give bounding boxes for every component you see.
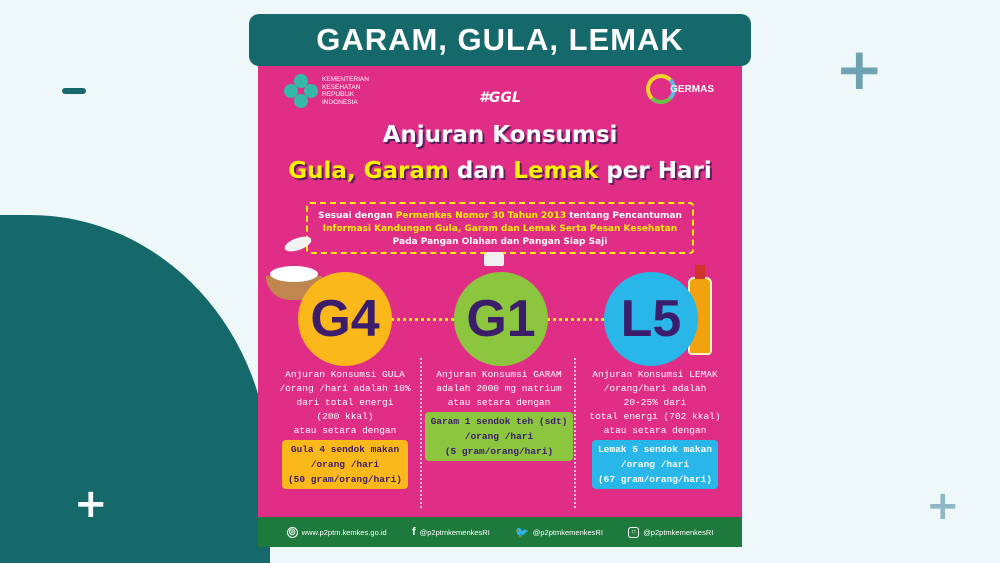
- salt-line: atau setara dengan: [447, 397, 551, 408]
- salt-amount-box: [425, 412, 574, 461]
- l5-circle: L5: [604, 272, 698, 366]
- fat-line: total energi (702 kkal): [589, 411, 721, 422]
- facebook-text: @p2ptmkemenkesRI: [419, 527, 490, 537]
- regulation-prefix: Sesuai dengan: [318, 211, 393, 221]
- fat-line: Anjuran Konsumsi LEMAK: [592, 369, 718, 380]
- decorative-blob: [0, 215, 270, 563]
- sugar-line: /orang /hari adalah 10%: [279, 383, 411, 394]
- plus-icon: +: [926, 483, 960, 529]
- g4-circle: G4: [298, 272, 392, 366]
- twitter-text: @p2ptmkemenkesRI: [532, 527, 603, 537]
- footer-facebook[interactable]: [412, 526, 490, 538]
- plus-icon: +: [74, 481, 108, 527]
- regulation-line2: Informasi Kandungan Gula, Garam dan Lemak Serta Pesan Kesehatan: [322, 224, 678, 234]
- regulation-highlight: Permenkes Nomor 30 Tahun 2013: [395, 211, 567, 221]
- footer-instagram[interactable]: [628, 527, 713, 538]
- fat-line: 20-25% dari: [623, 397, 687, 408]
- instagram-icon: ○: [628, 527, 639, 538]
- salt-shaker-icon: [484, 252, 504, 266]
- facebook-icon: f: [411, 526, 416, 538]
- footer-website[interactable]: [287, 527, 387, 538]
- fat-line: /orang/hari adalah: [603, 383, 707, 394]
- ggl-poster: [258, 62, 742, 547]
- poster-footer: [258, 517, 742, 547]
- sugar-line: atau setara dengan: [293, 425, 397, 436]
- sugar-box-line: Gula 4 sendok makan: [290, 444, 400, 455]
- title-banner: [249, 14, 751, 66]
- regulation-mid: tentang Pencantuman: [569, 211, 682, 221]
- heading-word-garam: Garam: [363, 158, 449, 184]
- poster-heading-line2: [258, 158, 742, 184]
- g1-circle: G1: [454, 272, 548, 366]
- fat-box-line: /orang /hari: [620, 459, 690, 470]
- sugar-line: Anjuran Konsumsi GULA: [285, 369, 405, 380]
- column-separator: [420, 358, 422, 508]
- sugar-amount-box: [282, 440, 408, 489]
- sugar-box-line: (50 gram/orang/hari): [287, 474, 403, 485]
- fat-amount-box: [592, 440, 718, 489]
- hashtag: #GGL: [479, 90, 521, 106]
- website-text: www.p2ptm.kemkes.go.id: [301, 527, 387, 537]
- fat-box-line: Lemak 5 sendok makan: [597, 444, 713, 455]
- sugar-column: [270, 368, 420, 489]
- decorative-dash: [62, 88, 86, 94]
- poster-heading-line1: Anjuran Konsumsi: [382, 122, 618, 148]
- banner-title: GARAM, GULA, LEMAK: [316, 22, 684, 57]
- salt-column: [424, 368, 574, 461]
- kemenkes-logo-text: KEMENTERIAN KESEHATAN REPUBLIK INDONESIA: [322, 76, 369, 106]
- germas-logo-text: GERMAS: [670, 83, 714, 95]
- column-separator: [574, 358, 576, 508]
- fat-column: [580, 368, 730, 489]
- fat-box-line: (67 gram/orang/hari): [597, 474, 713, 485]
- footer-twitter[interactable]: [515, 526, 603, 539]
- globe-icon: ◎: [287, 527, 298, 538]
- heading-word-per-hari: per Hari: [606, 158, 712, 184]
- regulation-line3: Pada Pangan Olahan dan Pangan Siap Saji: [392, 237, 608, 247]
- salt-line: Anjuran Konsumsi GARAM: [436, 369, 562, 380]
- sugar-box-line: /orang /hari: [310, 459, 380, 470]
- heading-word-dan: dan: [456, 158, 506, 184]
- salt-box-line: /orang /hari: [464, 431, 534, 442]
- twitter-icon: 🐦: [515, 526, 529, 539]
- regulation-line1: [308, 210, 692, 223]
- heading-word-gula: Gula,: [288, 158, 356, 184]
- regulation-box: [306, 202, 694, 254]
- heading-word-lemak: Lemak: [513, 158, 599, 184]
- plus-icon: +: [835, 35, 884, 103]
- salt-box-line: (5 gram/orang/hari): [444, 446, 554, 457]
- salt-box-line: Garam 1 sendok teh (sdt): [430, 416, 568, 427]
- instagram-text: @p2ptmkemenkesRI: [643, 527, 714, 537]
- salt-line: adalah 2000 mg natrium: [436, 383, 562, 394]
- sugar-line: dari total energi: [296, 397, 394, 408]
- sugar-line: (200 kkal): [316, 411, 374, 422]
- fat-line: atau setara dengan: [603, 425, 707, 436]
